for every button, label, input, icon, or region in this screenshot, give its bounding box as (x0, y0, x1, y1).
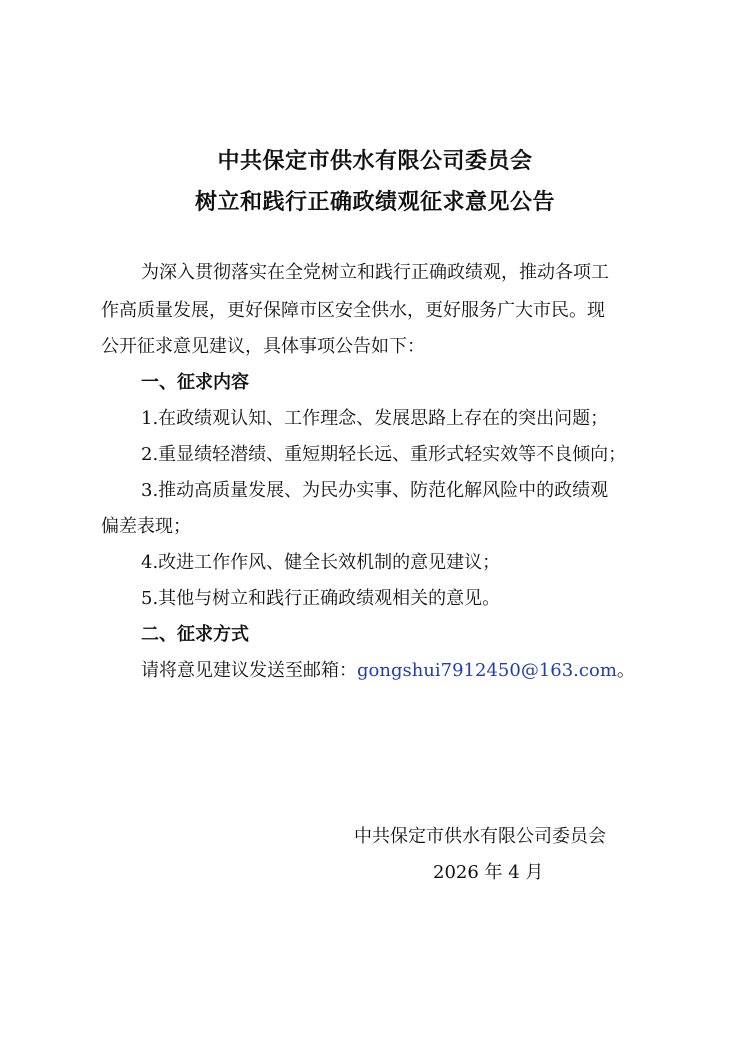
list-item-3-line1: 3.推动高质量发展、为民办实事、防范化解风险中的政绩观 (141, 480, 609, 501)
list-item-4: 4.改进工作作风、健全长效机制的意见建议； (141, 552, 501, 573)
document-title-line2: 树立和践行正确政绩观征求意见公告 (194, 189, 555, 215)
signature-organization: 中共保定市供水有限公司委员会 (354, 826, 606, 847)
list-item-5: 5.其他与树立和践行正确政绩观相关的意见。 (141, 588, 501, 609)
intro-paragraph-line3: 公开征求意见建议，具体事项公告如下： (101, 336, 425, 357)
list-item-3-line2: 偏差表现； (101, 516, 191, 537)
intro-paragraph-line1: 为深入贯彻落实在全党树立和践行正确政绩观，推动各项工 (141, 262, 609, 283)
email-link[interactable]: gongshui7912450@163.com (357, 660, 617, 681)
submission-method-line (141, 656, 635, 682)
list-item-2: 2.重显绩轻潜绩、重短期轻长远、重形式轻实效等不良倾向； (141, 444, 627, 465)
document-title-line1: 中共保定市供水有限公司委员会 (217, 148, 533, 174)
submission-method-suffix: 。 (616, 660, 635, 681)
signature-date: 2026 年 4 月 (433, 862, 544, 883)
section1-heading: 一、征求内容 (141, 372, 249, 393)
submission-method-prefix: 请将意见建议发送至邮箱： (141, 660, 357, 681)
list-item-1: 1.在政绩观认知、工作理念、发展思路上存在的突出问题； (141, 408, 609, 429)
intro-paragraph-line2: 作高质量发展，更好保障市区安全供水，更好服务广大市民。现 (101, 300, 605, 321)
section2-heading: 二、征求方式 (141, 624, 249, 645)
